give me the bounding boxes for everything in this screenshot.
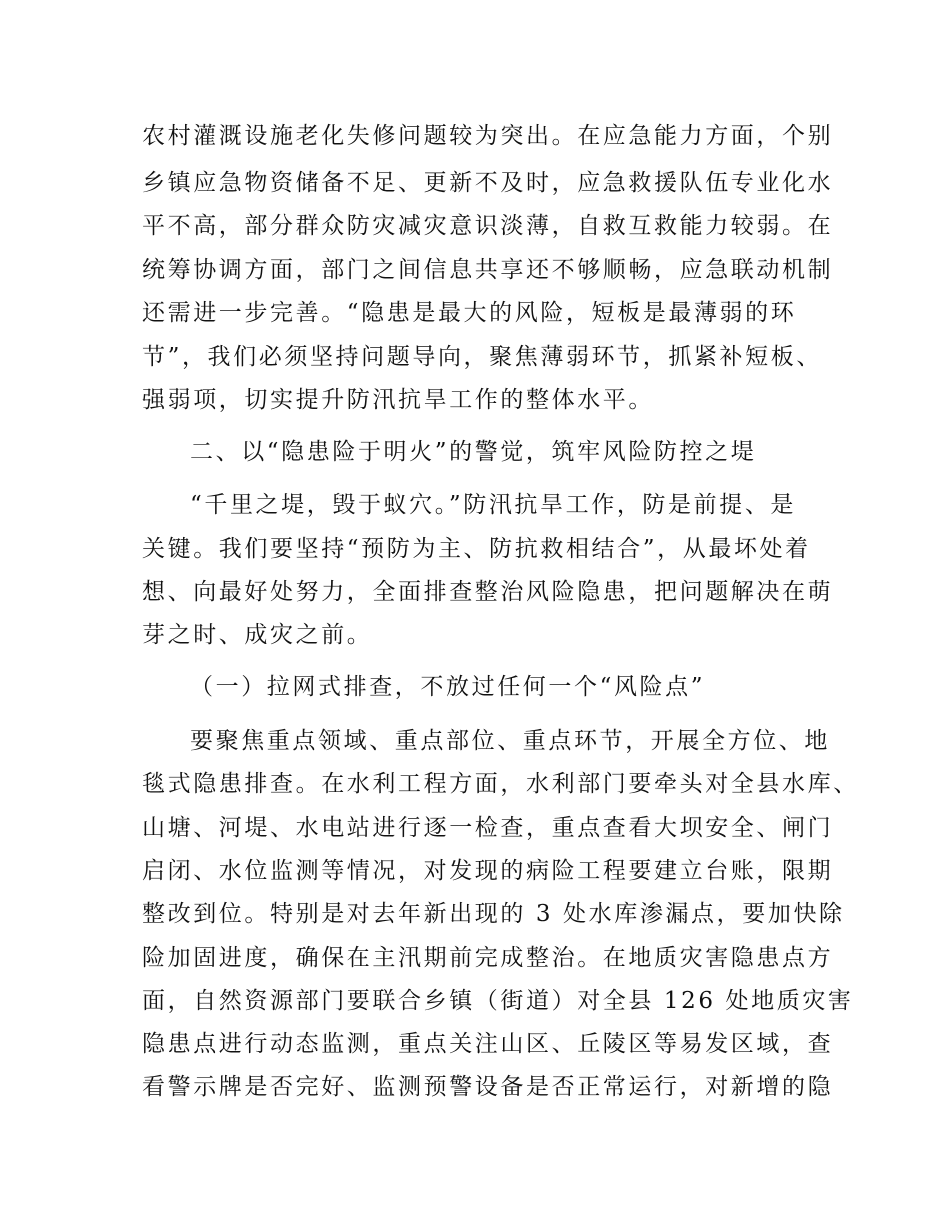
section-heading: 二、以“隐患险于明火”的警觉，筑牢风险防控之堤 xyxy=(190,439,757,465)
paragraph-line: 整改到位。特别是对去年新出现的 3 处水库渗漏点，要加快除 xyxy=(142,901,845,927)
paragraph-line: 毯式隐患排查。在水利工程方面，水利部门要牵头对全县水库、 xyxy=(142,771,859,797)
paragraph-line: 关键。我们要坚持“预防为主、防抗救相结合”，从最坏处着 xyxy=(142,536,811,562)
paragraph-line: 想、向最好处努力，全面排查整治风险隐患，把问题解决在萌 xyxy=(142,579,834,605)
paragraph-line: 平不高，部分群众防灾减灾意识淡薄，自救互救能力较弱。在 xyxy=(142,213,834,239)
paragraph-line: 看警示牌是否完好、监测预警设备是否正常运行，对新增的隐 xyxy=(142,1074,834,1100)
paragraph-line: 还需进一步完善。“隐患是最大的风险，短板是最薄弱的环 xyxy=(142,300,797,326)
paragraph-line: 山塘、河堤、水电站进行逐一检查，重点查看大坝安全、闸门 xyxy=(142,815,834,841)
paragraph-line: 要聚焦重点领域、重点部位、重点环节，开展全方位、地 xyxy=(190,728,830,754)
paragraph-line: 面，自然资源部门要联合乡镇（街道）对全县 126 处地质灾害 xyxy=(142,988,854,1014)
paragraph-line: 节”，我们必须坚持问题导向，聚焦薄弱环节，抓紧补短板、 xyxy=(142,344,822,370)
paragraph-line: 险加固进度，确保在主汛期前完成整治。在地质灾害隐患点方 xyxy=(142,945,834,971)
paragraph-line: “千里之堤，毁于蚁穴。”防汛抗旱工作，防是前提、是 xyxy=(190,492,797,518)
paragraph-line: 芽之时、成灾之前。 xyxy=(142,622,373,648)
paragraph-line: 隐患点进行动态监测，重点关注山区、丘陵区等易发区域，查 xyxy=(142,1031,834,1057)
subsection-heading: （一）拉网式排查，不放过任何一个“风险点” xyxy=(190,674,706,700)
paragraph-line: 农村灌溉设施老化失修问题较为突出。在应急能力方面，个别 xyxy=(142,123,834,149)
paragraph-line: 强弱项，切实提升防汛抗旱工作的整体水平。 xyxy=(142,387,654,413)
paragraph-line: 乡镇应急物资储备不足、更新不及时，应急救援队伍专业化水 xyxy=(142,170,834,196)
paragraph-line: 统筹协调方面，部门之间信息共享还不够顺畅，应急联动机制 xyxy=(142,257,834,283)
paragraph-line: 启闭、水位监测等情况，对发现的病险工程要建立台账，限期 xyxy=(142,858,834,884)
